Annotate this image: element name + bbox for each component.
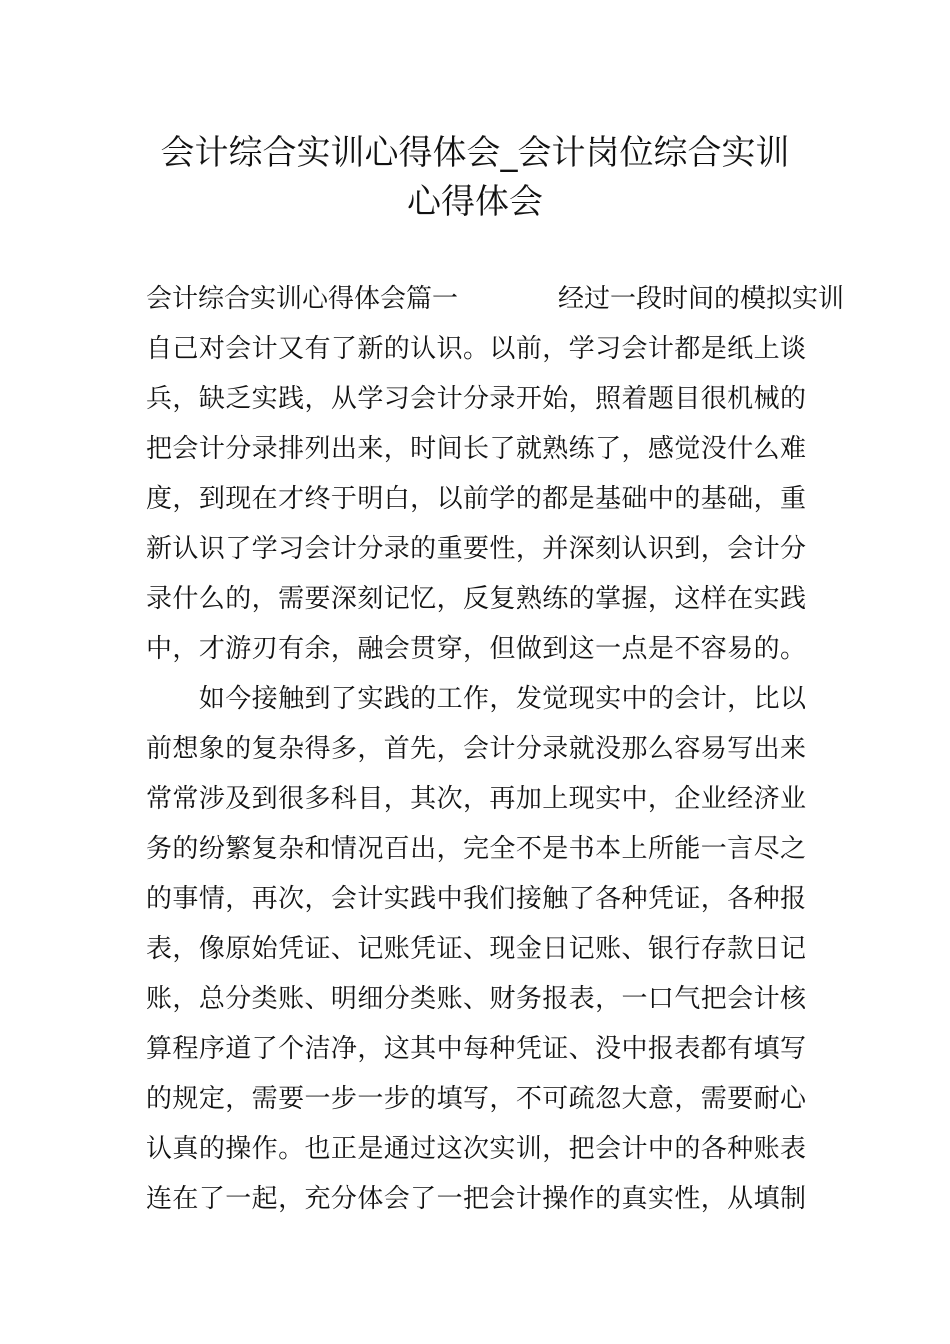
body-line: 前想象的复杂得多，首先，会计分录就没那么容易写出来 [146, 734, 806, 764]
paragraph-start-line: 如今接触到了实践的工作，发觉现实中的会计，比以 [146, 684, 806, 714]
body-line: 务的纷繁复杂和情况百出，完全不是书本上所能一言尽之 [146, 834, 806, 864]
body-line: 认真的操作。也正是通过这次实训，把会计中的各种账表 [146, 1134, 806, 1164]
body-line: 常常涉及到很多科目，其次，再加上现实中，企业经济业 [146, 784, 806, 814]
body-line: 的规定，需要一步一步的填写，不可疏忽大意，需要耐心 [146, 1084, 806, 1114]
body-line: 表，像原始凭证、记账凭证、现金日记账、银行存款日记 [146, 934, 806, 964]
body-line: 的事情，再次，会计实践中我们接触了各种凭证，各种报 [146, 884, 806, 914]
body-line: 连在了一起，充分体会了一把会计操作的真实性，从填制 [146, 1184, 806, 1214]
body-line: 中，才游刃有余，融会贯穿，但做到这一点是不容易的。 [146, 634, 806, 664]
body-line: 账，总分类账、明细分类账、财务报表，一口气把会计核 [146, 984, 806, 1014]
body-line: 录什么的，需要深刻记忆，反复熟练的掌握，这样在实践 [146, 584, 806, 614]
section-heading: 会计综合实训心得体会篇一 [146, 284, 459, 314]
body-line-1 [146, 282, 845, 316]
body-line: 自己对会计又有了新的认识。以前，学习会计都是纸上谈 [146, 334, 806, 364]
document-title-line-1: 会计综合实训心得体会_会计岗位综合实训 [160, 133, 790, 173]
body-line: 算程序道了个洁净，这其中每种凭证、没中报表都有填写 [146, 1034, 806, 1064]
body-line: 把会计分录排列出来，时间长了就熟练了，感觉没什么难 [146, 434, 806, 464]
body-line: 兵，缺乏实践，从学习会计分录开始，照着题目很机械的 [146, 384, 806, 414]
body-line-1-text: 经过一段时间的模拟实训 [558, 284, 845, 314]
document-title-line-2: 心得体会 [407, 182, 543, 222]
body-line: 度，到现在才终于明白，以前学的都是基础中的基础，重 [146, 484, 806, 514]
body-line: 新认识了学习会计分录的重要性，并深刻认识到，会计分 [146, 534, 806, 564]
